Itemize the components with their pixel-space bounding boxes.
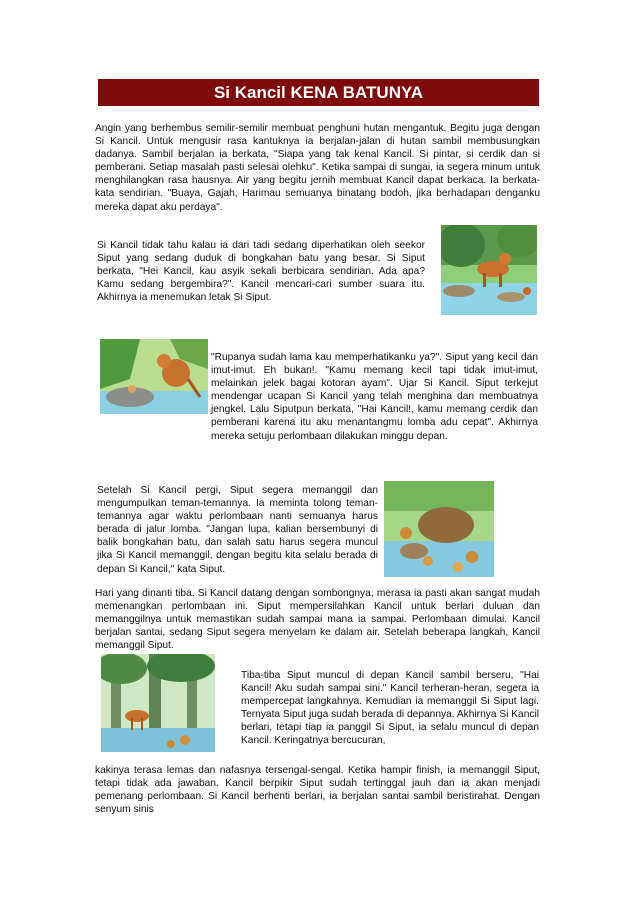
illustration-snails-gathering bbox=[384, 481, 494, 577]
story-title: Si Kancil KENA BATUNYA bbox=[98, 79, 539, 106]
illustration-kancil-and-snail bbox=[100, 339, 208, 414]
paragraph-7: kakinya terasa lemas dan nafasnya tersengal-sengal. Ketika hampir finish, ia memanggil Siput, tetapi tidak ada jawaban. Kancil berpikir Siput sudah tertinggal jauh dan ia akan menjadi pemenang perlombaan. Si Kancil berhenti berlari, ia berjalan santai sambil beristirahat. Dengan senyum sinis bbox=[95, 765, 540, 816]
paragraph-5: Hari yang dinanti tiba. Si Kancil datang dengan sombongnya, merasa ia pasti akan sangat mudah memenangkan perlombaan ini. Siput mempersilahkan Kancil untuk berlari duluan dan memanggilnya untuk memastikan sudah sampai mana ia sampai. Perlombaan dimulai. Kancil berjalan santai, sedang Siput segera menyelam ke dalam air. Setelah beberapa langkah, Kancil memanggil Siput. bbox=[95, 588, 540, 652]
paragraph-6: Tiba-tiba Siput muncul di depan Kancil sambil berseru, "Hai Kancil! Aku sudah sampai sini." Kancil terheran-heran, segera ia mempercepat langkahnya. Kemudian ia memanggil Si Siput lagi. Ternyata Siput juga sudah berada di depannya. Akhirnya Si Kancil berlari, tetapi tiap ia panggil Si Siput, ia selalu muncul di depan Kancil. Keringatnya bercucuran, bbox=[241, 670, 539, 747]
paragraph-4: Setelah Si Kancil pergi, Siput segera memanggil dan mengumpulkan teman-temannya. Ia meminta tolong teman-temannya agar waktu perlombaan nanti semuanya harus berada di jalur lomba. "Jangan lupa, kalian bersembunyi di balik bongkahan batu, dan salah satu harus segera muncul jika Si Kancil memanggil, dengan begitu kita selalu berada di depan Si Kancil," kata Siput. bbox=[97, 485, 378, 575]
paragraph-3: "Rupanya sudah lama kau memperhatikanku ya?". Siput yang kecil dan imut-imut. Eh bukan!. "Kamu memang kecil tapi tidak imut-imut, melainkan jelek bagai kotoran ayam". Ujar Si Kancil. Siput terkejut mendengar ucapan Si Kancil yang telah menghina dan membuatnya jengkel. Lalu Siputpun berkata, "Hai Kancil!, kamu memang cerdik dan pemberani karena itu aku menantangmu lomba adu cepat". Akhirnya mereka setuju perlombaan dilakukan minggu depan. bbox=[211, 352, 538, 442]
illustration-kancil-at-river bbox=[441, 225, 537, 315]
paragraph-2: Si Kancil tidak tahu kalau ia dari tadi sedang diperhatikan oleh seekor Siput yang sedang duduk di bongkahan batu yang besar. Si Siput berkata, "Hei Kancil, kau asyik sekali berbicara sendirian. Ada apa? Kamu sedang bergembira?". Kancil mencari-cari sumber suara itu. Akhirnya ia menemukan letak Si Siput. bbox=[97, 240, 425, 304]
paragraph-1: Angin yang berhembus semilir-semilir membuat penghuni hutan mengantuk. Begitu juga dengan Si Kancil. Untuk mengusir rasa kantuknya ia berjalan-jalan di hutan sambil membusungkan dadanya. Sambil berjalan ia berkata, "Siapa yang tak kenal Kancil. Si pintar, si cerdik dan si pemberani. Setiap masalah pasti selesai olehku". Ketika sampai di sungai, ia segera minum untuk menghilangkan rasa hausnya. Air yang begitu jernih membuat Kancil dapat berkaca. Ia berkata-kata sendirian. "Buaya, Gajah, Harimau semuanya binatang bodoh, jika berhadapan denganku mereka dapat aku perdaya". bbox=[95, 123, 540, 213]
illustration-forest-race bbox=[101, 654, 215, 752]
